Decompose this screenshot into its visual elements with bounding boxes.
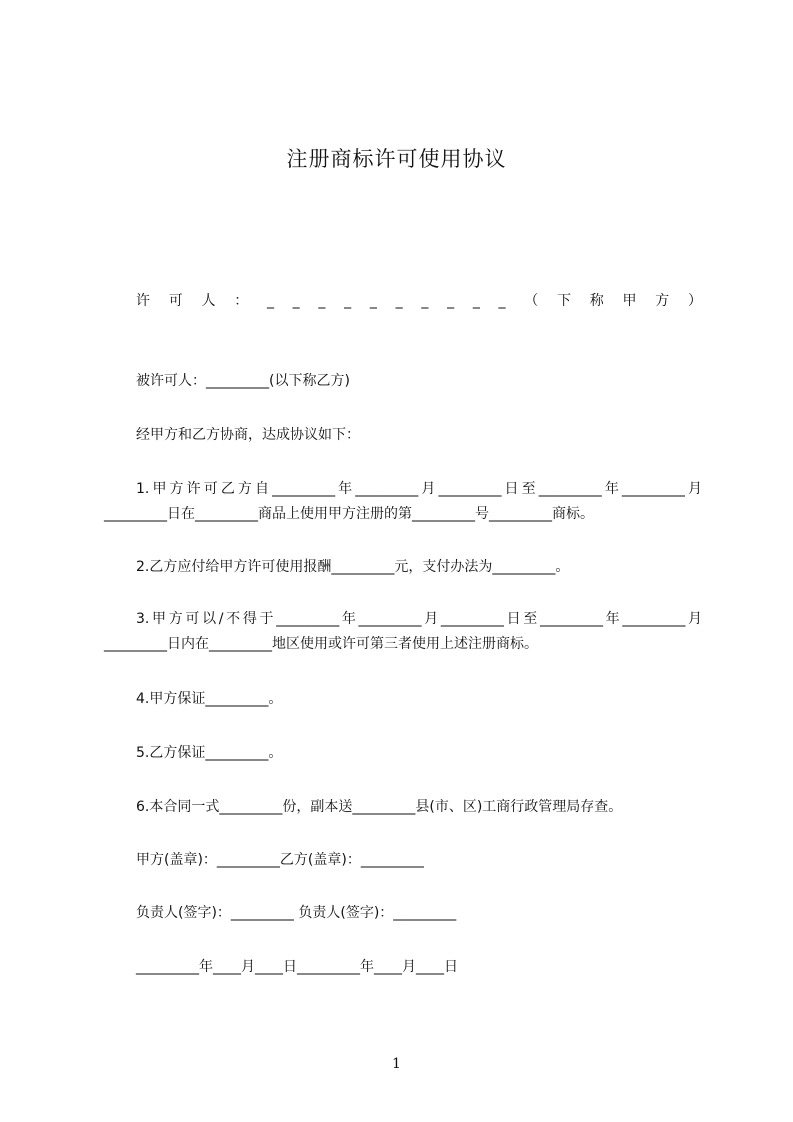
- licensor-char: _: [292, 293, 300, 309]
- licensor-char: _: [472, 293, 480, 309]
- clause-5: 5.乙方保证_________。: [136, 745, 283, 761]
- intro-line: 经甲方和乙方协商，达成协议如下：: [136, 427, 360, 443]
- clause-6: 6.本合同一式_________份，副本送_________县(市、区)工商行政管理局存查。: [136, 799, 623, 815]
- licensor-char: _: [344, 293, 352, 309]
- licensor-char: 可: [168, 293, 183, 309]
- clause-3: 3.甲方可以/不得于_________年_________月_________日至_________年_________月_________日内在_________地区使用或许可第三者使用上述注册商标。: [104, 611, 702, 652]
- date-line: _________年____月____日_________年____月____日: [136, 959, 458, 975]
- licensor-char: 甲: [622, 293, 637, 309]
- licensor-char: _: [421, 293, 429, 309]
- licensor-char: _: [369, 293, 377, 309]
- licensor-char: _: [498, 293, 506, 309]
- licensor-char: _: [395, 293, 403, 309]
- licensor-char: （: [524, 293, 539, 309]
- licensor-char: 许: [136, 293, 150, 309]
- clause-2: 2.乙方应付给甲方许可使用报酬_________元，支付办法为_________。: [136, 559, 570, 575]
- licensor-char: _: [266, 293, 274, 309]
- page-number: 1: [392, 1056, 401, 1072]
- licensor-char: ：: [234, 293, 249, 309]
- seal-line: 甲方(盖章)：_________乙方(盖章)：_________: [136, 852, 424, 868]
- licensor-char: ）: [687, 293, 702, 309]
- document-title: 注册商标许可使用协议: [286, 147, 507, 171]
- signature-line: 负责人(签字)：_________ 负责人(签字)：_________: [136, 905, 457, 921]
- licensee-line: 被许可人：_________(以下称乙方): [136, 373, 350, 389]
- licensor-char: 人: [201, 293, 216, 309]
- clause-1: 1.甲方许可乙方自_________年_________月_________日至_________年_________月_________日在_________商品上使用甲方注册的第_________号_________商标。: [104, 481, 702, 522]
- licensor-line: [136, 290, 702, 310]
- clause-4: 4.甲方保证_________。: [136, 691, 283, 707]
- licensor-char: _: [318, 293, 326, 309]
- licensor-char: 方: [655, 293, 670, 309]
- licensor-char: 称: [589, 293, 604, 309]
- licensor-char: 下: [557, 293, 572, 309]
- licensor-char: _: [447, 293, 455, 309]
